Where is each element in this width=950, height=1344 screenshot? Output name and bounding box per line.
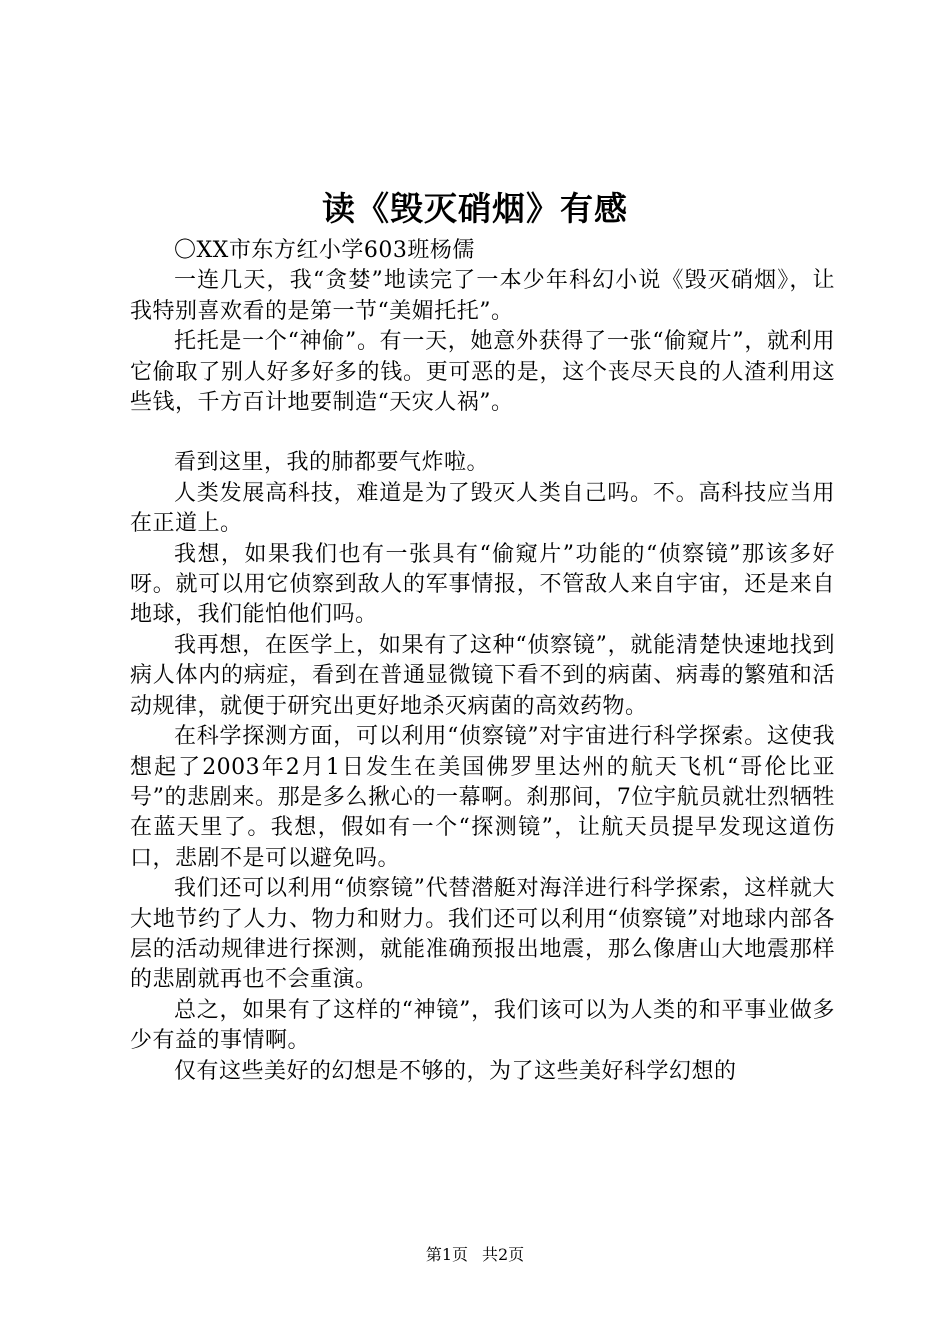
paragraph: 托托是一个“神偷”。有一天，她意外获得了一张“偷窥片”，就利用它偷取了别人好多好多的钱。更可恶的是，这个丧尽天良的人渣利用这些钱，千方百计地要制造“天灾人祸”。 — [130, 329, 835, 416]
paragraph: 一连几天，我“贪婪”地读完了一本少年科幻小说《毁灭硝烟》，让我特别喜欢看的是第一节“美媚托托”。 — [130, 268, 835, 324]
paragraph: 看到这里，我的肺都要气炸啦。 — [174, 450, 490, 476]
paragraph: 总之，如果有了这样的“神镜”，我们该可以为人类的和平事业做多少有益的事情啊。 — [130, 997, 835, 1054]
document-title: 读《毁灭硝烟》有感 — [322, 189, 628, 228]
paragraph: 我再想，在医学上，如果有了这种“侦察镜”，就能清楚快速地找到病人体内的病症，看到在普通显微镜下看不到的病菌、病毒的繁殖和活动规律，就便于研究出更好地杀灭病菌的高效药物。 — [130, 632, 835, 719]
page-number: 第1页 — [425, 1245, 468, 1264]
page-footer — [0, 1244, 950, 1266]
paragraph: 我想，如果我们也有一张具有“偷窥片”功能的“侦察镜”那该多好呀。就可以用它侦察到敌人的军事情报，不管敌人来自宇宙，还是来自地球，我们能怕他们吗。 — [130, 541, 835, 628]
paragraph: 我们还可以利用“侦察镜”代替潜艇对海洋进行科学探索，这样就大大地节约了人力、物力和财力。我们还可以利用“侦察镜”对地球内部各层的活动规律进行探测，就能准确预报出地震，那么像唐山大地震那样的悲剧就再也不会重演。 — [130, 876, 835, 993]
author-line: 〇XX市东方红小学603班杨儒 — [174, 238, 475, 263]
document-body — [130, 236, 835, 1087]
paragraph: 人类发展高科技，难道是为了毁灭人类自己吗。不。高科技应当用在正道上。 — [130, 480, 835, 537]
page-total: 共2页 — [482, 1245, 525, 1264]
paragraph: 在科学探测方面，可以利用“侦察镜”对宇宙进行科学探索。这使我想起了2003年2月1日发生在美国佛罗里达州的航天飞机“哥伦比亚号”的悲剧来。那是多么揪心的一幕啊。刹那间，7位宇航员就壮烈牺牲在蓝天里了。我想，假如有一个“探测镜”，让航天员提早发现这道伤口，悲剧不是可以避免吗。 — [130, 724, 835, 871]
paragraph: 仅有这些美好的幻想是不够的，为了这些美好科学幻想的 — [174, 1058, 737, 1084]
